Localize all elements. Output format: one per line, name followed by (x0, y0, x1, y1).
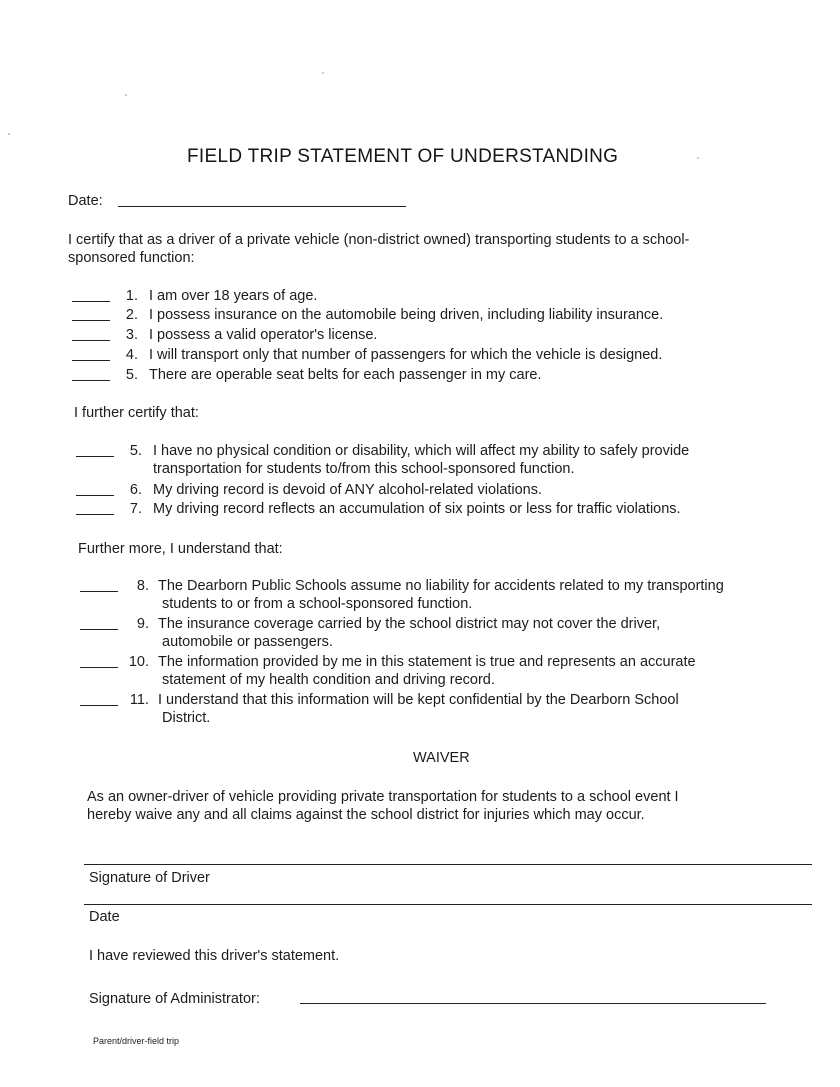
date2-label: Date (89, 909, 120, 925)
item-text: There are operable seat belts for each passenger in my care. (149, 367, 542, 383)
scan-speck (697, 157, 699, 159)
item-text: I understand that this information will be kept confidential by the Dearborn School (158, 692, 679, 708)
initial-blank-line[interactable] (76, 495, 114, 496)
item-text: The insurance coverage carried by the school district may not cover the driver, (158, 616, 661, 632)
initial-blank-line[interactable] (72, 380, 110, 381)
item-text: transportation for students to/from this school-sponsored function. (153, 461, 575, 477)
initial-blank-line[interactable] (80, 591, 118, 592)
item-text: District. (162, 710, 211, 726)
initial-blank-line[interactable] (76, 514, 114, 515)
scan-speck (125, 94, 127, 96)
signature-admin-label: Signature of Administrator: (89, 991, 260, 1007)
item-text: The information provided by me in this statement is true and represents an accurate (158, 654, 696, 670)
signature-admin-line[interactable] (300, 1003, 766, 1004)
page-title: FIELD TRIP STATEMENT OF UNDERSTANDING (187, 146, 619, 167)
item-number: 4. (125, 347, 138, 363)
signature-driver-label: Signature of Driver (89, 870, 210, 886)
footer-code: Parent/driver-field trip (93, 1036, 180, 1046)
initial-blank-line[interactable] (80, 705, 118, 706)
item-number: 6. (129, 482, 142, 498)
initial-blank-line[interactable] (80, 667, 118, 668)
item-number: 8. (136, 578, 149, 594)
item-number: 9. (136, 616, 149, 632)
waiver-text-line2: hereby waive any and all claims against the school district for injuries which may occur. (87, 807, 645, 823)
initial-blank-line[interactable] (72, 301, 110, 302)
waiver-text-line1: As an owner-driver of vehicle providing private transportation for students to a school event I (87, 789, 679, 805)
item-text: I will transport only that number of passengers for which the vehicle is designed. (149, 347, 663, 363)
waiver-heading: WAIVER (413, 750, 470, 766)
item-text: I have no physical condition or disability, which will affect my ability to safely provide (153, 443, 690, 459)
further-certify-text: I further certify that: (74, 405, 199, 421)
item-number: 10. (128, 654, 149, 670)
item-text: I possess a valid operator's license. (149, 327, 378, 343)
item-text: My driving record reflects an accumulation of six points or less for traffic violations. (153, 501, 681, 517)
item-number: 1. (125, 288, 138, 304)
scan-speck (8, 133, 10, 135)
initial-blank-line[interactable] (80, 629, 118, 630)
intro-text-line2: sponsored function: (68, 250, 195, 266)
item-text: statement of my health condition and driving record. (162, 672, 495, 688)
further-understand-text: Further more, I understand that: (78, 541, 283, 557)
intro-text-line1: I certify that as a driver of a private vehicle (non-district owned) transporting students to a school- (68, 232, 690, 248)
initial-blank-line[interactable] (72, 340, 110, 341)
item-text: My driving record is devoid of ANY alcohol-related violations. (153, 482, 543, 498)
signature-driver-line[interactable] (84, 864, 812, 865)
item-text: I am over 18 years of age. (149, 288, 318, 304)
item-text: I possess insurance on the automobile being driven, including liability insurance. (149, 307, 664, 323)
item-text: students to or from a school-sponsored function. (162, 596, 473, 612)
date2-line[interactable] (84, 904, 812, 905)
item-number: 7. (129, 501, 142, 517)
item-number: 3. (125, 327, 138, 343)
scan-speck (322, 72, 324, 74)
item-text: The Dearborn Public Schools assume no liability for accidents related to my transporting (158, 578, 724, 594)
reviewed-text: I have reviewed this driver's statement. (89, 948, 340, 964)
item-text: automobile or passengers. (162, 634, 333, 650)
initial-blank-line[interactable] (76, 456, 114, 457)
date-field-line[interactable] (118, 206, 406, 207)
initial-blank-line[interactable] (72, 360, 110, 361)
item-number: 11. (129, 692, 149, 708)
item-number: 5. (129, 443, 142, 459)
date-label: Date: (68, 193, 103, 209)
initial-blank-line[interactable] (72, 320, 110, 321)
item-number: 5. (125, 367, 138, 383)
item-number: 2. (125, 307, 138, 323)
